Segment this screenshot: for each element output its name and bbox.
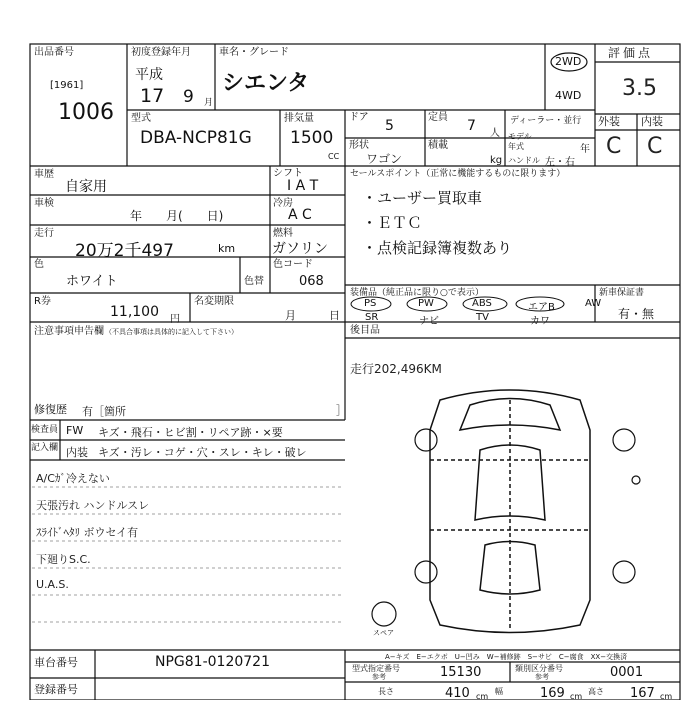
height-unit: cm	[660, 692, 673, 701]
legend-label-2: 記入欄	[31, 443, 59, 453]
height-label: 高さ	[588, 687, 604, 696]
score-value: 3.5	[622, 76, 657, 101]
height-value: 167	[630, 686, 655, 701]
length-label: 長さ	[378, 687, 394, 696]
interior-label: 内装	[641, 115, 663, 128]
sale-points-label: セールスポイント（正常に機能するものに限ります）	[350, 169, 566, 179]
width-unit: cm	[570, 692, 583, 701]
inspector-note-2: 天張汚れ ハンドルスレ	[36, 499, 150, 512]
declaration-label: 注意事項申告欄	[34, 326, 104, 337]
width-value: 169	[540, 686, 565, 701]
mileage-unit: km	[218, 242, 236, 255]
history-value: 自家用	[65, 179, 107, 195]
interior-value: C	[647, 134, 663, 159]
handle-label: ハンドル	[508, 156, 540, 165]
legend-row2-head: 内装	[66, 446, 88, 459]
class-number-value: 0001	[610, 665, 644, 680]
repair-label: 修復歴	[34, 403, 67, 416]
model-year-unit: 年	[580, 144, 590, 155]
equip-abs: ABS	[472, 298, 492, 309]
inspection-label: 車検	[34, 198, 54, 209]
legend-row1: キズ・飛石・ヒビ割・リペア跡・×要	[98, 426, 283, 439]
mileage-value: 20万2千497	[75, 241, 174, 261]
ac-label: 冷房	[273, 198, 293, 209]
lot-number: 1006	[58, 100, 114, 125]
car-name: シエンタ	[222, 71, 310, 96]
registration-year: 17	[140, 85, 165, 107]
chassis-label: 車台番号	[34, 656, 78, 669]
recycle-unit: 円	[170, 314, 180, 325]
type-number-label: 型式指定番号	[352, 664, 400, 673]
body-shape-label: 形状	[349, 140, 369, 151]
dealer-label: ディーラー・並行	[510, 116, 582, 126]
equip-leather: カワ	[530, 316, 550, 327]
type-number-sub: 参考	[372, 673, 386, 681]
color-value: ホワイト	[66, 274, 118, 289]
fuel-value: ガソリン	[272, 241, 328, 257]
inspector-note-4: 下廻りS.C.	[36, 553, 91, 566]
equip-sr: SR	[365, 312, 379, 323]
legend-label-1: 検査員	[31, 425, 59, 435]
drive-4wd: 4WD	[555, 89, 582, 102]
displacement-value: 1500	[290, 128, 334, 148]
code-legend: A−キズ E−エクボ U−凹み W−補修跡 S−サビ C−腐食 XX−交換済	[385, 653, 628, 661]
inspector-note-1: A/Cｶﾞ冷えない	[36, 472, 110, 485]
body-shape-value: ワゴン	[366, 152, 403, 166]
capacity-value: 7	[467, 118, 476, 134]
capacity-label: 定員	[428, 112, 448, 123]
model-year-label-2: 年式	[508, 142, 524, 151]
warranty-value: 有・無	[618, 307, 655, 321]
fuel-label: 燃料	[273, 228, 293, 239]
color-code-label: 色コード	[273, 259, 313, 270]
reg-no-label: 登録番号	[34, 683, 78, 696]
legend-row1-head: FW	[66, 424, 84, 437]
inspector-note-5: U.A.S.	[36, 578, 69, 591]
rear-seat-label: 後目品	[350, 325, 380, 336]
equip-navi: ナビ	[419, 316, 439, 327]
score-label: 評価点	[608, 46, 654, 60]
equip-tv: TV	[476, 312, 489, 323]
odometer-note: 走行202,496KM	[350, 362, 442, 376]
inspection-date: 年 月( 日)	[130, 209, 224, 223]
exterior-label: 外装	[598, 115, 620, 128]
name-change-label: 名変期限	[194, 296, 234, 307]
type-number-value: 15130	[440, 665, 482, 680]
model-value: DBA-NCP81G	[140, 128, 252, 148]
width-label: 幅	[495, 687, 503, 696]
name-change-date: 月 日	[285, 309, 340, 322]
doors-label: ドア	[349, 112, 369, 123]
registration-label: 初度登録年月	[131, 47, 191, 58]
handle-value: 左・右	[545, 157, 575, 168]
model-year-label-1: モデル	[508, 132, 532, 141]
ac-value: A C	[288, 207, 312, 223]
recycle-value: 11,100	[110, 304, 159, 320]
equip-airbag: エアB	[528, 302, 555, 313]
sale-point-3: ・点検記録簿複数あり	[362, 239, 513, 257]
registration-era: 平成	[135, 67, 163, 83]
inspector-note-3: ｽﾗｲﾄﾞﾍﾀﾘ ボウセイ有	[36, 526, 139, 539]
shift-label: シフト	[273, 168, 303, 179]
doors-value: 5	[385, 118, 394, 134]
lot-code: [1961]	[50, 80, 84, 91]
car-name-label: 車名・グレード	[219, 47, 289, 58]
length-value: 410	[445, 686, 470, 701]
equip-pw: PW	[418, 298, 434, 309]
color-code-value: 068	[299, 274, 324, 289]
exterior-value: C	[606, 134, 622, 159]
load-label: 積載	[428, 140, 448, 151]
color-change-label: 色替	[244, 276, 264, 287]
drive-2wd: 2WD	[555, 55, 582, 68]
equipment-label: 装備品（純正品に限り○で表示）	[350, 288, 484, 298]
warranty-label: 新車保証書	[599, 288, 645, 298]
length-unit: cm	[476, 692, 489, 701]
capacity-unit: 人	[490, 128, 500, 139]
chassis-value: NPG81-0120721	[155, 654, 270, 670]
shift-value: I A T	[287, 178, 319, 194]
sale-point-2: ・ＥＴＣ	[362, 214, 423, 232]
lot-label: 出品番号	[34, 47, 74, 58]
equip-aw: AW	[585, 298, 602, 309]
spare-label: スペア	[373, 629, 394, 637]
repair-close: ］	[336, 404, 347, 417]
color-label: 色	[34, 259, 44, 270]
displacement-unit: CC	[328, 152, 340, 161]
repair-text: 有［箇所	[82, 405, 126, 418]
registration-month-unit: 月	[204, 98, 214, 108]
class-number-sub: 参考	[535, 673, 549, 681]
sale-point-1: ・ユーザー買取車	[362, 189, 483, 207]
equip-ps: PS	[364, 298, 377, 309]
class-number-label: 類別区分番号	[515, 664, 563, 673]
displacement-label: 排気量	[284, 113, 314, 124]
model-label: 型式	[131, 113, 151, 124]
registration-month: 9	[183, 87, 194, 107]
recycle-label: R券	[34, 296, 51, 307]
declaration-sub: （不具合事項は具体的に記入して下さい）	[105, 328, 238, 336]
mileage-label: 走行	[34, 228, 54, 239]
legend-row2: キズ・汚レ・コゲ・穴・スレ・キレ・破レ	[98, 446, 307, 459]
load-unit: kg	[490, 155, 503, 166]
history-label: 車歴	[34, 169, 54, 180]
